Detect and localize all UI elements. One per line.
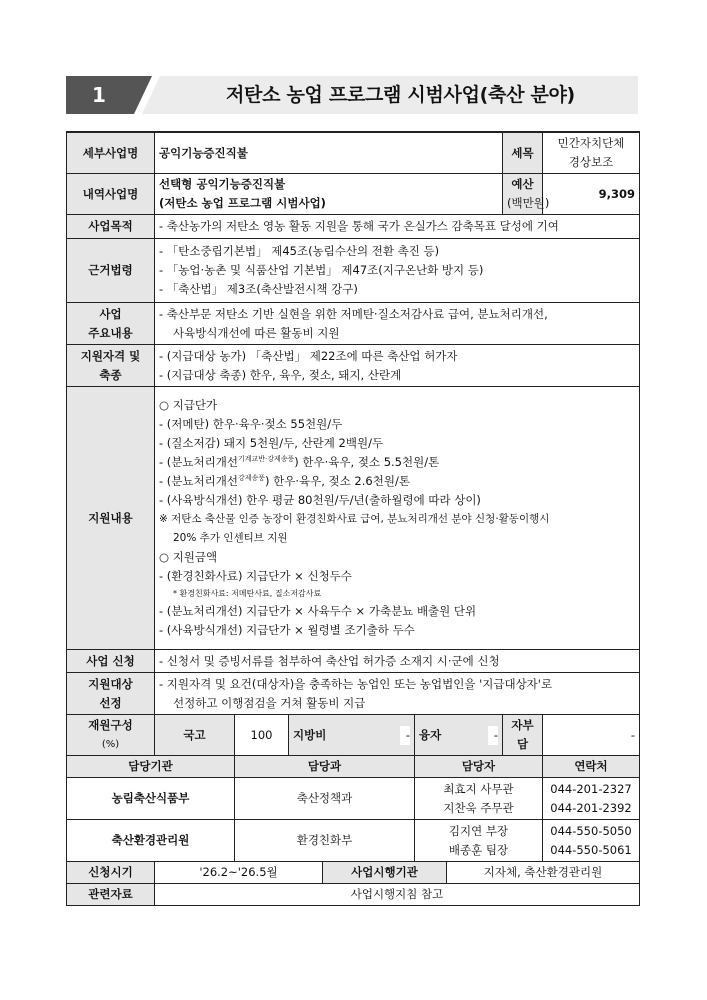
contact-org: 농림축산식품부 <box>67 778 235 820</box>
table-row <box>67 650 640 673</box>
loan-value: - <box>488 726 498 745</box>
contact-row <box>67 820 640 862</box>
national-value: 100 <box>235 715 289 756</box>
purpose-label: 사업목적 <box>67 215 155 239</box>
item-value-line: 경상보조 <box>568 155 614 169</box>
detail-name: 공익기능증진직불 <box>155 132 503 174</box>
content-line: - (지급대상 농가) 「축산법」 제22조에 따른 축산업 허가자 <box>159 348 458 363</box>
local-label-text: 지방비 <box>293 727 327 742</box>
support-line <box>159 472 635 491</box>
table-row <box>67 862 640 884</box>
label-line: 사업 <box>99 306 122 321</box>
main-content <box>155 303 640 345</box>
eligibility-content <box>155 345 640 387</box>
budget-unit: (백만원) <box>507 196 550 210</box>
support-heading: ○ 지급단가 <box>159 398 218 412</box>
label-line: 주요내용 <box>88 325 133 340</box>
table-row <box>67 884 640 906</box>
person-name: 지찬욱 주무관 <box>443 800 514 815</box>
apply-text: - 신청서 및 증빙서류를 첨부하여 축산업 허가증 소재지 시·군에 신청 <box>155 650 640 673</box>
person-name: 김지연 부장 <box>448 823 509 838</box>
table-row <box>67 387 640 650</box>
content-line: - 지원자격 및 요건(대상자)을 충족하는 농업인 또는 농업법인을 '지급대상자'로 <box>159 676 553 691</box>
local-value: - <box>400 726 410 745</box>
support-content <box>155 387 640 650</box>
sub-name-label: 내역사업명 <box>67 174 155 215</box>
loan-label <box>415 715 503 756</box>
table-row <box>67 673 640 715</box>
table-row <box>67 239 640 303</box>
table-row <box>67 756 640 778</box>
eligibility-label <box>67 345 155 387</box>
support-line: - (사육방식개선) 지급단가 × 월령별 조기출하 두수 <box>159 623 415 637</box>
table-row <box>67 215 640 239</box>
period-label: 신청시기 <box>67 862 155 884</box>
purpose-text: - 축산농가의 저탄소 영농 활동 지원을 통해 국가 온실가스 감축목표 달성에 기여 <box>155 215 640 239</box>
label-line: (%) <box>101 739 120 750</box>
support-footnote: * 환경친화사료: 저메탄사료, 질소저감사료 <box>173 589 322 598</box>
reference-value: 사업시행지침 참고 <box>155 884 640 906</box>
support-line: - (질소저감) 돼지 5천원/두, 산란계 2백원/두 <box>159 436 384 450</box>
table-row <box>67 303 640 345</box>
text-part: - (분뇨처리개선 <box>159 474 238 488</box>
section-title-bar <box>66 76 638 114</box>
contact-dept: 환경친화부 <box>235 820 415 862</box>
item-value-line: 민간자치단체 <box>557 136 625 150</box>
finance-label <box>67 715 155 756</box>
content-line: - 축산부문 저탄소 기반 실현을 위한 저메탄·질소저감사료 급여, 분뇨처리개선, <box>159 306 548 321</box>
selection-content <box>155 673 640 715</box>
table-row <box>67 715 640 756</box>
support-line: - (환경친화사료) 지급단가 × 신청두수 <box>159 569 352 583</box>
loan-label-text: 융자 <box>419 727 442 742</box>
contact-row <box>67 778 640 820</box>
detail-name-label: 세부사업명 <box>67 132 155 174</box>
law-item: - 「탄소중립기본법」 제45조(농림수산의 전환 촉진 등) <box>159 244 440 258</box>
budget-value: 9,309 <box>543 174 640 215</box>
support-line <box>159 453 635 472</box>
support-line: - (분뇨처리개선) 지급단가 × 사육두수 × 가축분뇨 배출원 단위 <box>159 604 477 618</box>
item-value <box>543 132 640 174</box>
page-title: 저탄소 농업 프로그램 시범사업(축산 분야) <box>226 84 575 106</box>
selection-label <box>67 673 155 715</box>
self-label: 자부담 <box>503 715 543 756</box>
contact-phone <box>543 778 640 820</box>
label-line: 선정 <box>99 695 122 710</box>
label-line: 재원구성 <box>88 718 133 732</box>
contact-header-dept: 담당과 <box>235 756 415 778</box>
apply-label: 사업 신청 <box>67 650 155 673</box>
budget-label <box>503 174 550 215</box>
period-value: '26.2~'26.5월 <box>155 862 323 884</box>
sub-name <box>155 174 503 215</box>
contact-person <box>415 778 543 820</box>
superscript: 강제송풍 <box>237 474 266 483</box>
contact-dept: 축산정책과 <box>235 778 415 820</box>
main-content-label <box>67 303 155 345</box>
support-label: 지원내용 <box>67 387 155 650</box>
person-name: 최효지 사무관 <box>443 781 514 796</box>
contact-header-phone: 연락처 <box>543 756 640 778</box>
reference-label: 관련자료 <box>67 884 155 906</box>
support-heading: ○ 지원금액 <box>159 550 218 564</box>
support-line: - (사육방식개선) 한우 평균 80천원/두/년(출하월령에 따라 상이) <box>159 493 481 507</box>
table-row <box>67 174 640 215</box>
sub-name-line: (저탄소 농업 프로그램 시범사업) <box>159 196 326 210</box>
content-line: 선정하고 이행점검을 거쳐 활동비 지급 <box>173 695 366 710</box>
sub-name-line: 선택형 공익기능증진직불 <box>159 177 286 191</box>
contact-org: 축산환경관리원 <box>67 820 235 862</box>
support-note: 20% 추가 인센티브 지원 <box>173 532 288 544</box>
label-line: 지원자격 및 <box>80 348 141 363</box>
contact-header-org: 담당기관 <box>67 756 235 778</box>
table-row <box>67 132 640 174</box>
phone-number: 044-550-5050 <box>550 823 632 838</box>
law-label: 근거법령 <box>67 239 155 303</box>
local-label <box>289 715 415 756</box>
law-list <box>155 239 640 303</box>
contact-person <box>415 820 543 862</box>
section-number: 1 <box>66 76 132 114</box>
content-line: - (지급대상 축종) 한우, 육우, 젖소, 돼지, 산란계 <box>159 367 402 382</box>
phone-number: 044-201-2392 <box>550 800 632 815</box>
phone-number: 044-201-2327 <box>550 781 632 796</box>
content-line: 사육방식개선에 따른 활동비 지원 <box>173 325 340 340</box>
label-line: 지원대상 <box>88 676 133 691</box>
executor-label: 사업시행기관 <box>323 862 447 884</box>
support-line: - (저메탄) 한우·육우·젖소 55천원/두 <box>159 417 343 431</box>
contact-header-person: 담당자 <box>415 756 543 778</box>
superscript: 기계교반·강제송풍 <box>237 455 295 464</box>
text-part: ) 한우·육우, 젖소 5.5천원/톤 <box>294 455 440 469</box>
executor-value: 지자체, 축산환경관리원 <box>447 862 640 884</box>
budget-label-text: 예산 <box>511 177 534 191</box>
contact-phone <box>543 820 640 862</box>
label-line: 축종 <box>99 367 122 382</box>
law-item: - 「축산법」 제3조(축산발전시책 강구) <box>159 282 358 296</box>
text-part: ) 한우·육우, 젖소 2.6천원/톤 <box>265 474 410 488</box>
law-item: - 「농업·농촌 및 식품산업 기본법」 제47조(지구온난화 방지 등) <box>159 263 484 277</box>
person-name: 배종훈 팀장 <box>448 842 509 857</box>
item-label: 세목 <box>503 132 543 174</box>
phone-number: 044-550-5061 <box>550 842 632 857</box>
text-part: - (분뇨처리개선 <box>159 455 238 469</box>
program-table <box>66 131 640 906</box>
self-value: - <box>543 715 640 756</box>
table-row <box>67 345 640 387</box>
support-note: ※ 저탄소 축산물 인증 농장이 환경친화사료 급여, 분뇨처리개선 분야 신청·활동이행시 <box>159 513 550 525</box>
national-label: 국고 <box>155 715 235 756</box>
